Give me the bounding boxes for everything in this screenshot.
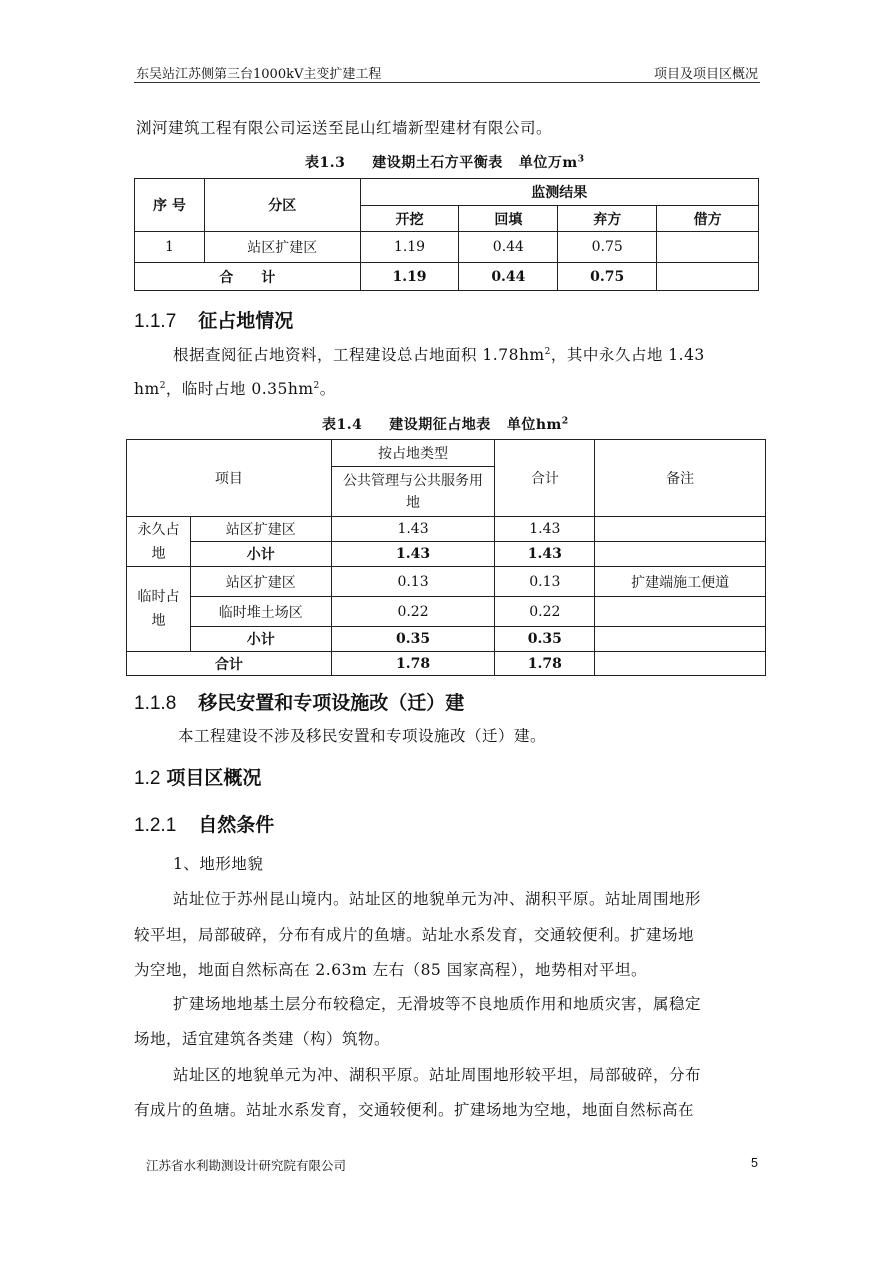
table14-temporary-label: 临时占地: [127, 567, 191, 652]
para-b-line2: 场地，适宜建筑各类建（构）筑物。: [134, 1030, 391, 1048]
table13-header-group: 监测结果: [360, 179, 758, 206]
table14-header-type-sub: 公共管理与公共服务用地: [331, 467, 495, 517]
table13-total-label: 合 计: [135, 263, 361, 291]
table13-row1-seq: 1: [135, 232, 205, 263]
para-c-line1: 站址区的地貌单元为冲、湖积平原。站址周围地形较平坦，局部破碎，分布: [173, 1066, 702, 1084]
table14-caption-unit-sup: 2: [561, 416, 569, 427]
table14-header-total: 合计: [495, 440, 595, 517]
table14-temp-subtotal-value: 0.35: [331, 627, 495, 652]
table14-grand-total-total: 1.78: [495, 652, 595, 676]
list-item-terrain: 1、地形地貌: [173, 855, 264, 873]
para-c-line2: 有成片的鱼塘。站址水系发育，交通较便利。扩建场地为空地，地面自然标高在: [134, 1101, 695, 1119]
table13-row1-area: 站区扩建区: [204, 232, 360, 263]
table14-caption-title: 建设期征占地表: [389, 417, 491, 433]
para-117-text-a: 根据查阅征占地资料，工程建设总占地面积 1.78hm: [173, 346, 545, 364]
table14-perm-row1-value: 1.43: [331, 517, 495, 542]
para-a-line1: 站址位于苏州昆山境内。站址区的地貌单元为冲、湖积平原。站址周围地形: [173, 890, 702, 908]
section-number: 1.2: [134, 768, 161, 789]
table14-grand-total-name: 合计: [127, 652, 332, 676]
section-heading-1-1-7: [134, 306, 293, 333]
table14-perm-row1-note: [595, 517, 766, 542]
table14-perm-subtotal-name: 小计: [190, 542, 331, 567]
table13-row1-borrow: [657, 232, 759, 263]
table14-perm-row1-name: 站区扩建区: [190, 517, 331, 542]
table13-row1-spoil: 0.75: [558, 232, 657, 263]
table14-temp-row1-total: 0.13: [495, 567, 595, 597]
table14-perm-subtotal-total: 1.43: [495, 542, 595, 567]
running-header-title: 东吴站江苏侧第三台1000kV主变扩建工程: [136, 67, 382, 82]
section-number: 1.1.7: [134, 311, 177, 332]
para-117-text-e: 。: [319, 380, 336, 398]
table13-caption-unit-sup: 3: [577, 154, 585, 165]
table14-temp-row2-note: [595, 597, 766, 627]
footer-organization: 江苏省水利勘测设计研究院有限公司: [146, 1158, 347, 1173]
table-earthwork-balance: [134, 178, 759, 291]
table13-header-area: 分区: [204, 179, 360, 232]
para-a-line3: 为空地，地面自然标高在 2.63m 左右（85 国家高程），地势相对平坦。: [134, 961, 647, 979]
table13-header-borrow: 借方: [657, 206, 759, 232]
page-number: 5: [751, 1156, 758, 1170]
table14-grand-total-note: [595, 652, 766, 676]
table13-header-spoil: 弃方: [558, 206, 657, 232]
para-a-line2: 较平坦，局部破碎，分布有成片的鱼塘。站址水系发育，交通较便利。扩建场地: [134, 926, 695, 944]
table14-temp-row1-value: 0.13: [331, 567, 495, 597]
para-117-text-c: hm: [134, 380, 160, 398]
para-117-text-b: ，其中永久占地 1.43: [550, 346, 705, 364]
table14-permanent-label: 永久占地: [127, 517, 191, 567]
section-number: 1.2.1: [134, 815, 177, 836]
section-title: 移民安置和专项设施改（迁）建: [198, 692, 465, 714]
table13-row1-cut: 1.19: [360, 232, 459, 263]
table13-header-cut: 开挖: [360, 206, 459, 232]
table14-temp-row2-total: 0.22: [495, 597, 595, 627]
header-rule: [134, 82, 760, 83]
table14-temp-subtotal-total: 0.35: [495, 627, 595, 652]
para-118: 本工程建设不涉及移民安置和专项设施改（迁）建。: [178, 727, 547, 745]
table13-caption-prefix: 表1.3: [305, 155, 346, 171]
para-117-sup-c: 2: [159, 380, 166, 391]
table14-perm-subtotal-note: [595, 542, 766, 567]
table13-row1-fill: 0.44: [459, 232, 558, 263]
section-title: 征占地情况: [198, 310, 294, 332]
para-117-line2: [134, 377, 336, 399]
section-heading-1-2-1: [134, 810, 274, 837]
table13-caption: [305, 152, 584, 172]
running-header-section: 项目及项目区概况: [653, 67, 758, 82]
table14-temp-row1-note: 扩建端施工便道: [595, 567, 766, 597]
table14-caption: [322, 414, 569, 434]
section-number: 1.1.8: [134, 693, 177, 714]
table13-total-cut: 1.19: [360, 263, 459, 291]
table14-caption-unit: 单位hm: [506, 417, 562, 433]
table14-temp-subtotal-name: 小计: [190, 627, 331, 652]
table13-header-seq: 序 号: [135, 179, 205, 232]
table14-header-type: 按占地类型: [331, 440, 495, 467]
table13-header-fill: 回填: [459, 206, 558, 232]
table14-header-note: 备注: [595, 440, 766, 517]
table13-total-fill: 0.44: [459, 263, 558, 291]
para-117-text-d: ，临时占地 0.35hm: [165, 380, 314, 398]
section-title: 项目区概况: [166, 767, 262, 789]
table13-caption-title: 建设期土石方平衡表: [372, 155, 503, 171]
table14-perm-row1-total: 1.43: [495, 517, 595, 542]
table13-total-borrow: [657, 263, 759, 291]
section-heading-1-1-8: [134, 688, 464, 715]
para-117-sup-d: 2: [313, 380, 320, 391]
table14-temp-subtotal-note: [595, 627, 766, 652]
table13-caption-unit: 单位万m: [518, 155, 578, 171]
para-b-line1: 扩建场地地基土层分布较稳定，无滑坡等不良地质作用和地质灾害，属稳定: [173, 995, 702, 1013]
table-land-occupation: [126, 439, 766, 676]
section-title: 自然条件: [198, 814, 275, 836]
table14-temp-row2-name: 临时堆土场区: [190, 597, 331, 627]
para-117-sup-a: 2: [544, 346, 551, 357]
table14-temp-row1-name: 站区扩建区: [190, 567, 331, 597]
intro-line: 浏河建筑工程有限公司运送至昆山红墙新型建材有限公司。: [136, 119, 553, 137]
table14-temp-row2-value: 0.22: [331, 597, 495, 627]
section-heading-1-2: [134, 763, 261, 790]
table13-total-spoil: 0.75: [558, 263, 657, 291]
table14-perm-subtotal-value: 1.43: [331, 542, 495, 567]
table14-caption-prefix: 表1.4: [322, 417, 363, 433]
table14-header-item: 项目: [127, 440, 332, 517]
para-117-line1: [173, 343, 705, 365]
table14-grand-total-value: 1.78: [331, 652, 495, 676]
